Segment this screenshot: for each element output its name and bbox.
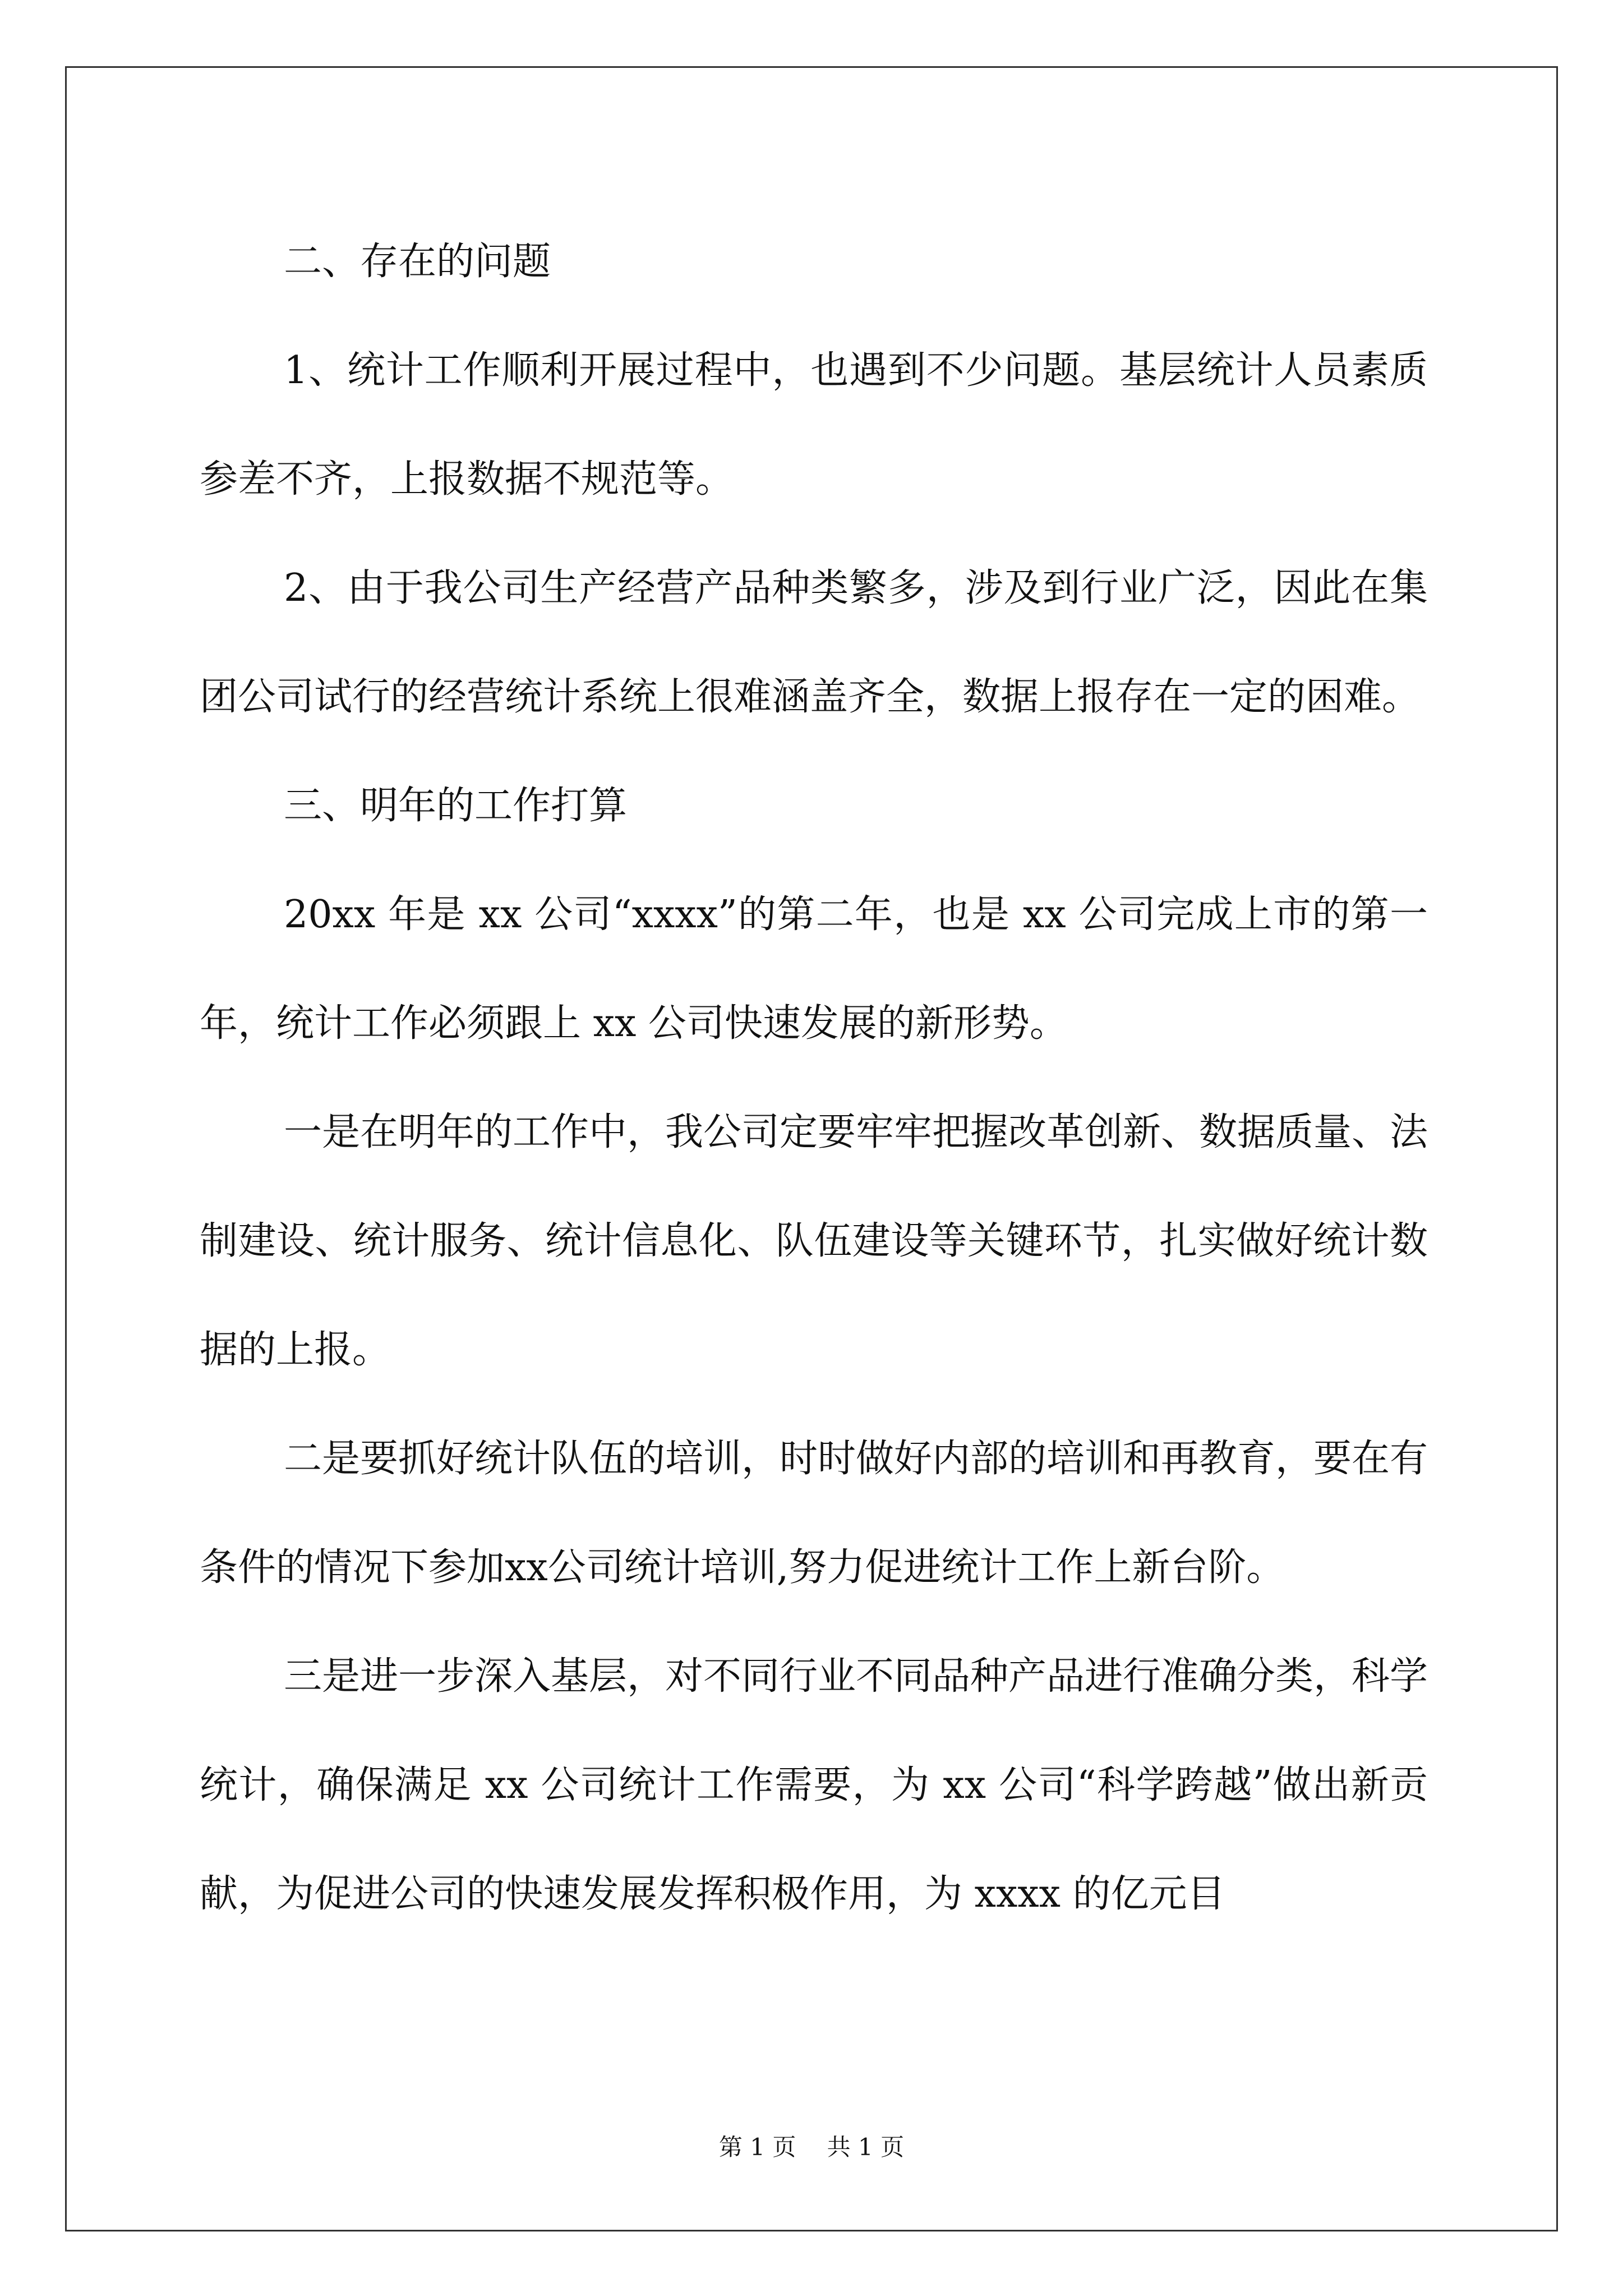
paragraph-problem-2: 2、由于我公司生产经营产品种类繁多，涉及到行业广泛，因此在集团公司试行的经营统计系统上很难涵盖齐全，数据上报存在一定的困难。 (200, 566, 1428, 719)
paragraph-plan-intro: 20xx 年是 xx 公司“xxxx”的第二年，也是 xx 公司完成上市的第一年，统计工作必须跟上 xx 公司快速发展的新形势。 (200, 892, 1428, 1046)
paragraph-plan-1: 一是在明年的工作中，我公司定要牢牢把握改革创新、数据质量、法制建设、统计服务、统计信息化、队伍建设等关键环节，扎实做好统计数据的上报。 (200, 1110, 1428, 1372)
paragraph-problem-1: 1、统计工作顺利开展过程中，也遇到不少问题。基层统计人员素质参差不齐，上报数据不规范等。 (200, 348, 1428, 501)
section-heading-problems: 二、存在的问题 (284, 240, 551, 284)
section-heading-plan: 三、明年的工作打算 (284, 784, 628, 828)
page-number-footer: 第 1 页 共 1 页 (718, 2133, 905, 2161)
paragraph-plan-2: 二是要抓好统计队伍的培训，时时做好内部的培训和再教育，要在有条件的情况下参加xx公司统计培训,努力促进统计工作上新台阶。 (200, 1437, 1428, 1590)
paragraph-plan-3: 三是进一步深入基层，对不同行业不同品种产品进行准确分类，科学统计，确保满足 xx 公司统计工作需要，为 xx 公司“科学跨越”做出新贡献，为促进公司的快速发展发挥积极作用，为 xxxx 的亿元目 (200, 1654, 1428, 1916)
document-body (200, 208, 1428, 1949)
